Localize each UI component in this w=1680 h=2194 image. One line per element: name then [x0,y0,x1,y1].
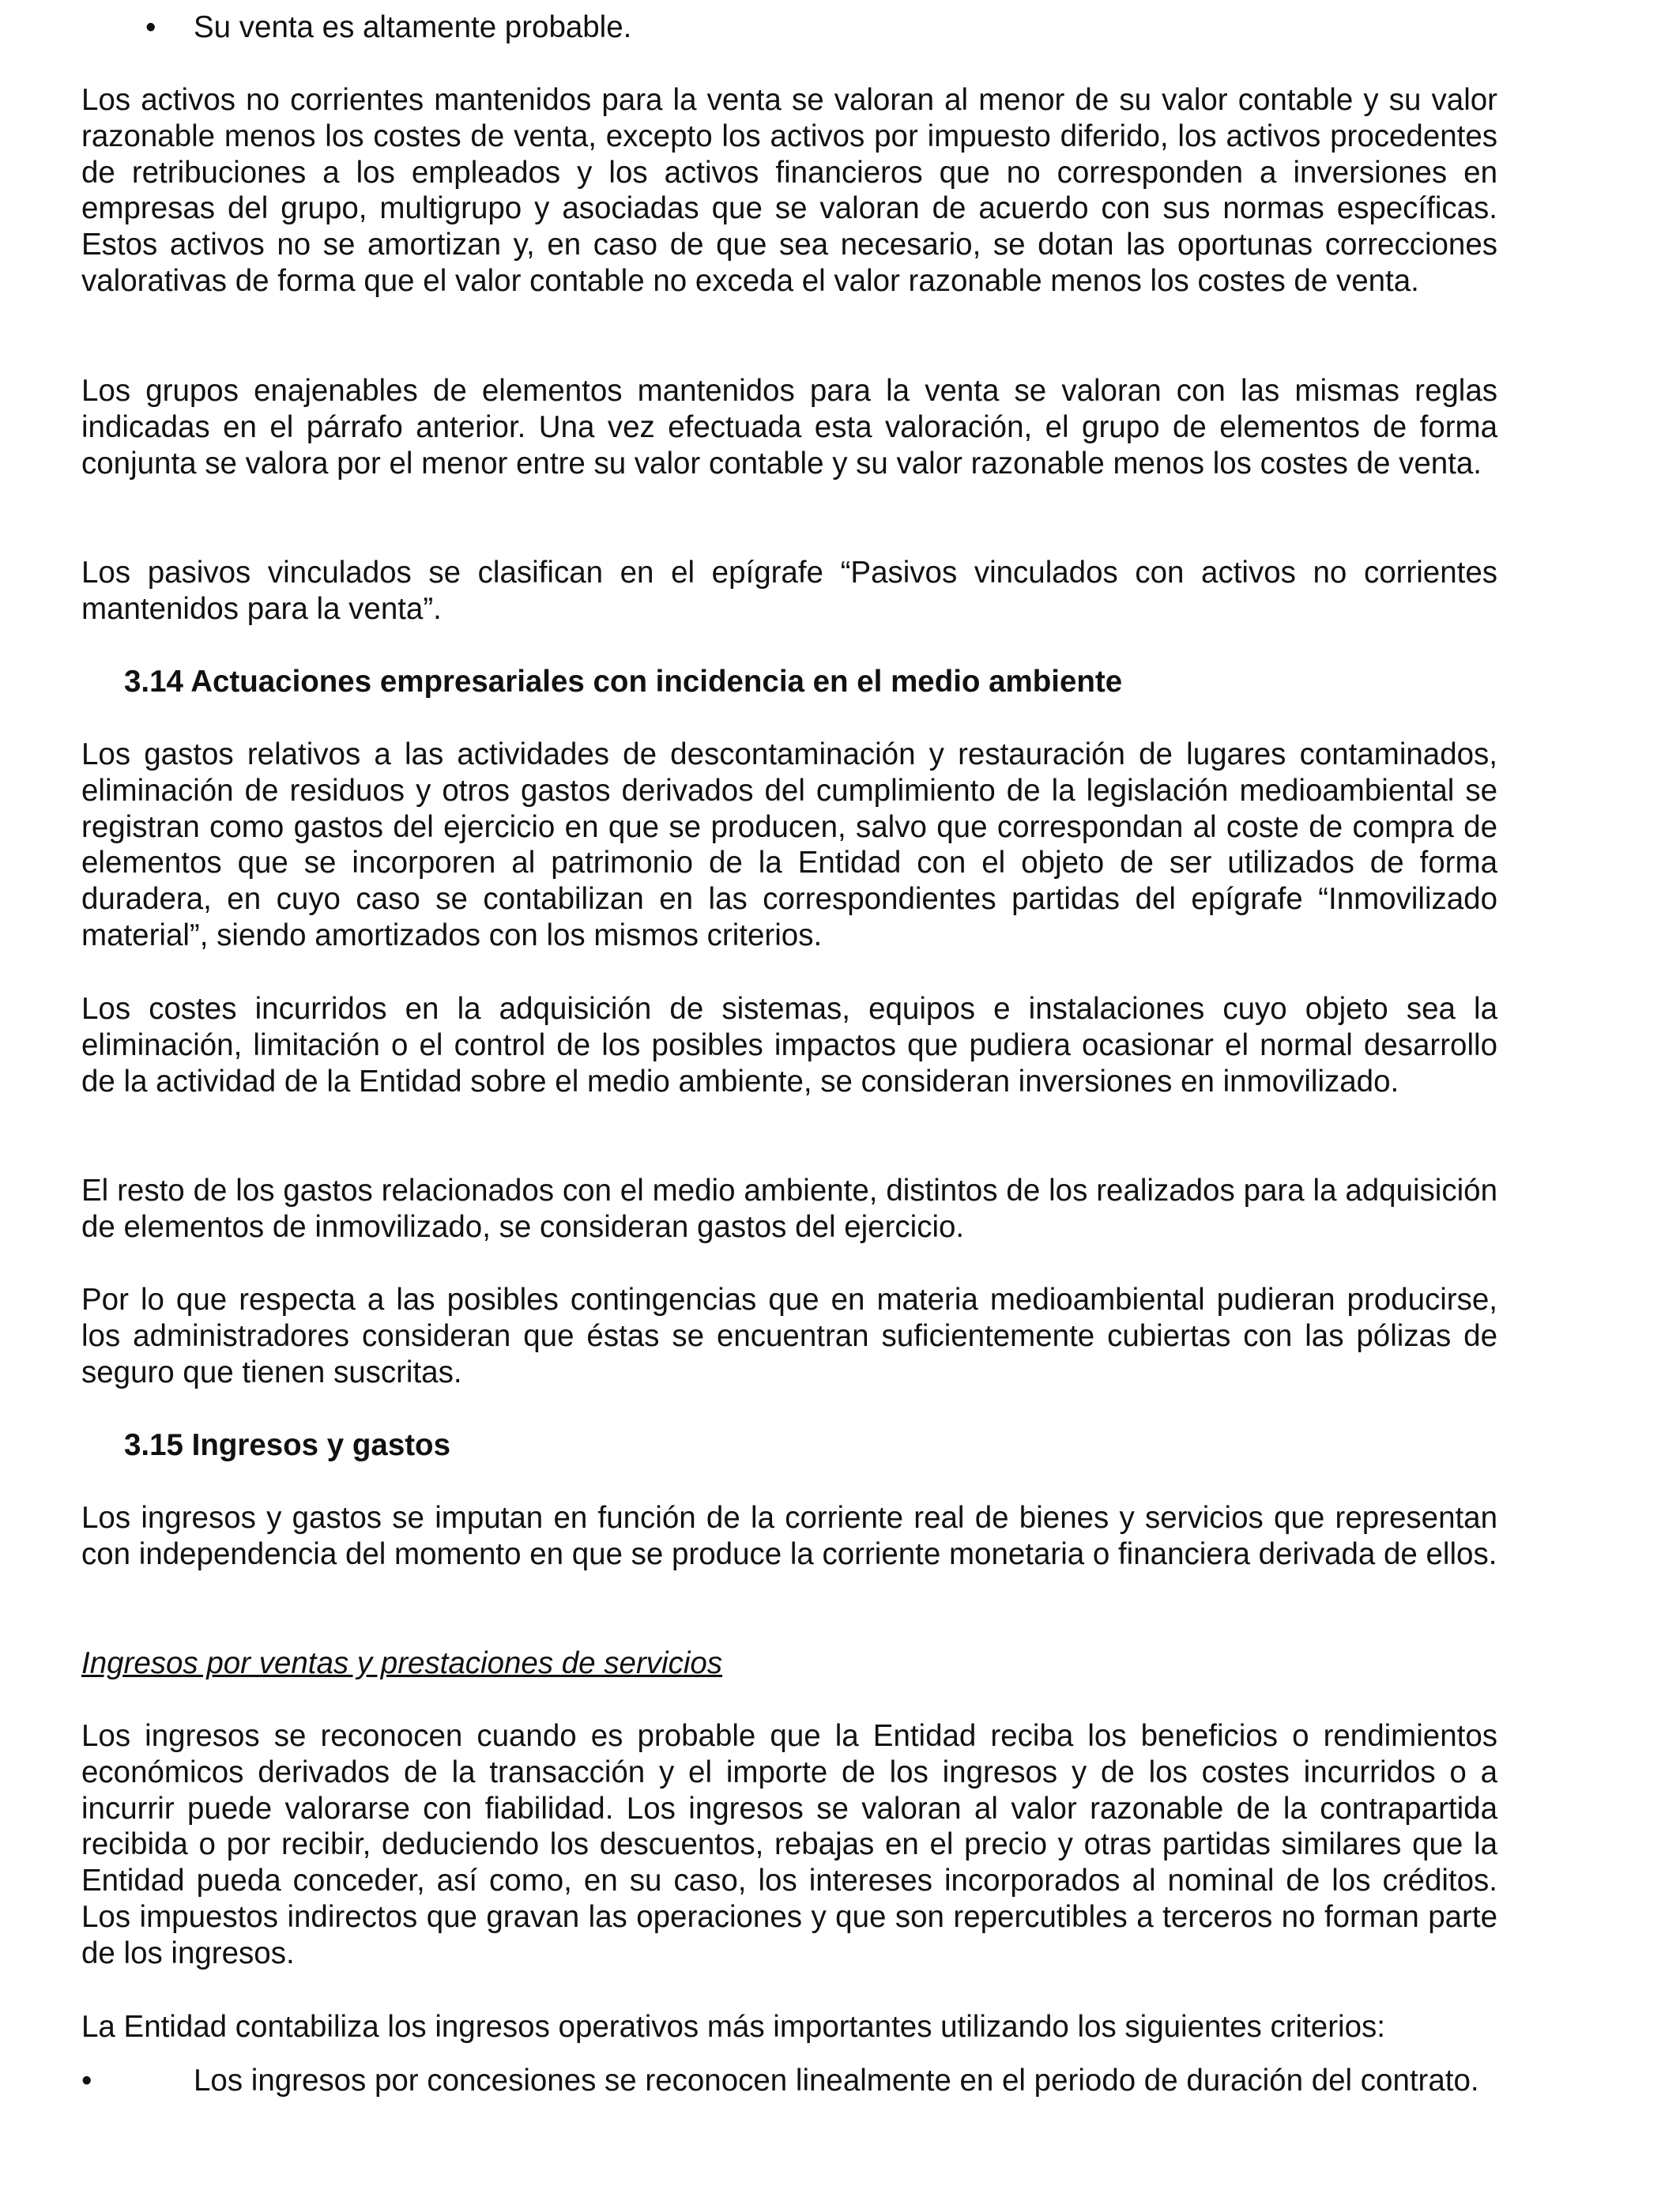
paragraph-resto-gastos: El resto de los gastos relacionados con el medio ambiente, distintos de los realizados para la adquisición de elementos de inmovilizado, se consideran gastos del ejercicio. [81,1174,1497,1244]
paragraph-contingencias: Por lo que respecta a las posibles contingencias que en materia medioambiental pudieran producirse, los administradores consideran que éstas se encuentran suficientemente cubiertas con las pólizas de seguro que tienen suscritas. [81,1283,1497,1389]
paragraph-criterios: La Entidad contabiliza los ingresos operativos más importantes utilizando los siguientes criterios: [81,2010,1385,2044]
section-heading-3-15: 3.15 Ingresos y gastos [124,1428,450,1462]
section-heading-3-14: 3.14 Actuaciones empresariales con incidencia en el medio ambiente [124,665,1123,699]
paragraph-activos-no-corrientes: Los activos no corrientes mantenidos para la venta se valoran al menor de su valor contable y su valor razonable menos los costes de venta, excepto los activos por impuesto diferido, los activos procedentes de retribuciones a los empleados y los activos financieros que no corresponden a inversiones en empresas del grupo, multigrupo y asociadas que se valoran de acuerdo con sus normas específicas. Estos activos no se amortizan y, en caso de que sea necesario, se dotan las oportunas correcciones valorativas de forma que el valor contable no exceda el valor razonable menos los costes de venta. [81,83,1497,298]
bullet-marker: • [145,10,156,44]
paragraph-gastos-descontaminacion: Los gastos relativos a las actividades de descontaminación y restauración de lugares contaminados, eliminación de residuos y otros gastos derivados del cumplimiento de la legislación medioambiental se registran como gastos del ejercicio en que se producen, salvo que correspondan al coste de compra de elementos que se incorporen al patrimonio de la Entidad con el objeto de ser utilizados de forma duradera, en cuyo caso se contabilizan en las correspondientes partidas del epígrafe “Inmovilizado material”, siendo amortizados con los mismos criterios. [81,737,1497,952]
subtitle-ingresos-ventas: Ingresos por ventas y prestaciones de servicios [81,1646,723,1680]
bullet-item-concesiones: Los ingresos por concesiones se reconocen linealmente en el periodo de duración del contrato. [194,2064,1479,2098]
paragraph-ingresos-gastos: Los ingresos y gastos se imputan en función de la corriente real de bienes y servicios que representan con independencia del momento en que se produce la corriente monetaria o financiera derivada de ellos. [81,1501,1497,1571]
paragraph-grupos-enajenables: Los grupos enajenables de elementos mantenidos para la venta se valoran con las mismas reglas indicadas en el párrafo anterior. Una vez efectuada esta valoración, el grupo de elementos de forma conjunta se valora por el menor entre su valor contable y su valor razonable menos los costes de venta. [81,374,1497,481]
paragraph-costes-sistemas: Los costes incurridos en la adquisición de sistemas, equipos e instalaciones cuyo objeto sea la eliminación, limitación o el control de los posibles impactos que pudiera ocasionar el normal desarrollo de la actividad de la Entidad sobre el medio ambiente, se consideran inversiones en inmovilizado. [81,992,1497,1099]
paragraph-reconocimiento-ingresos: Los ingresos se reconocen cuando es probable que la Entidad reciba los beneficios o rendimientos económicos derivados de la transacción y el importe de los ingresos y de los costes incurridos o a incurrir puede valorarse con fiabilidad. Los ingresos se valoran al valor razonable de la contrapartida recibida o por recibir, deduciendo los descuentos, rebajas en el precio y otras partidas similares que la Entidad pueda conceder, así como, en su caso, los intereses incorporados al nominal de los créditos. Los impuestos indirectos que gravan las operaciones y que son repercutibles a terceros no forman parte de los ingresos. [81,1719,1497,1970]
bullet-marker: • [81,2064,92,2098]
paragraph-pasivos-vinculados: Los pasivos vinculados se clasifican en el epígrafe “Pasivos vinculados con activos no corrientes mantenidos para la venta”. [81,556,1497,626]
bullet-item-venta-probable: Su venta es altamente probable. [194,10,632,44]
